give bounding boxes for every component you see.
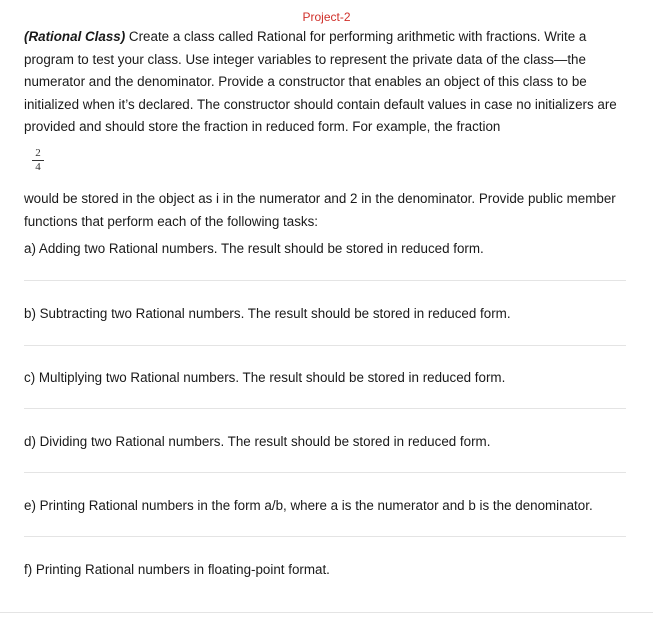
task-c: c) Multiplying two Rational numbers. The result should be stored in reduced form. bbox=[24, 370, 506, 385]
task-d: d) Dividing two Rational numbers. The result should be stored in reduced form. bbox=[24, 434, 491, 449]
after-fraction-paragraph: would be stored in the object as i in the numerator and 2 in the denominator. Provide public member functions that perform each of the following tasks: bbox=[24, 191, 616, 229]
page-title: Project-2 bbox=[302, 10, 351, 24]
task-f: f) Printing Rational numbers in floating-point format. bbox=[24, 562, 330, 577]
task-b: b) Subtracting two Rational numbers. The result should be stored in reduced form. bbox=[24, 306, 511, 321]
task-divider bbox=[24, 536, 626, 537]
intro-body: Create a class called Rational for performing arithmetic with fractions. Write a program to test your class. Use integer variables to represent the private data of the class—the numerator and the denominator. Provide a constructor that enables an object of this class to be initialized when it’s declared. The constructor should contain default values in case no initializers are provided and should store the fraction in reduced form. For example, the fraction bbox=[24, 29, 617, 135]
task-e: e) Printing Rational numbers in the form a/b, where a is the numerator and b is the denominator. bbox=[24, 498, 593, 513]
fraction-numerator: 2 bbox=[35, 147, 41, 159]
task-divider bbox=[24, 472, 626, 473]
fraction-denominator: 4 bbox=[35, 161, 41, 173]
task-divider bbox=[24, 345, 626, 346]
task-a: a) Adding two Rational numbers. The result should be stored in reduced form. bbox=[24, 241, 484, 256]
example-fraction bbox=[32, 148, 44, 173]
task-divider bbox=[24, 408, 626, 409]
intro-paragraph bbox=[24, 26, 628, 139]
task-divider bbox=[24, 280, 626, 281]
intro-lead: (Rational Class) bbox=[24, 29, 126, 44]
bottom-divider bbox=[0, 612, 653, 613]
